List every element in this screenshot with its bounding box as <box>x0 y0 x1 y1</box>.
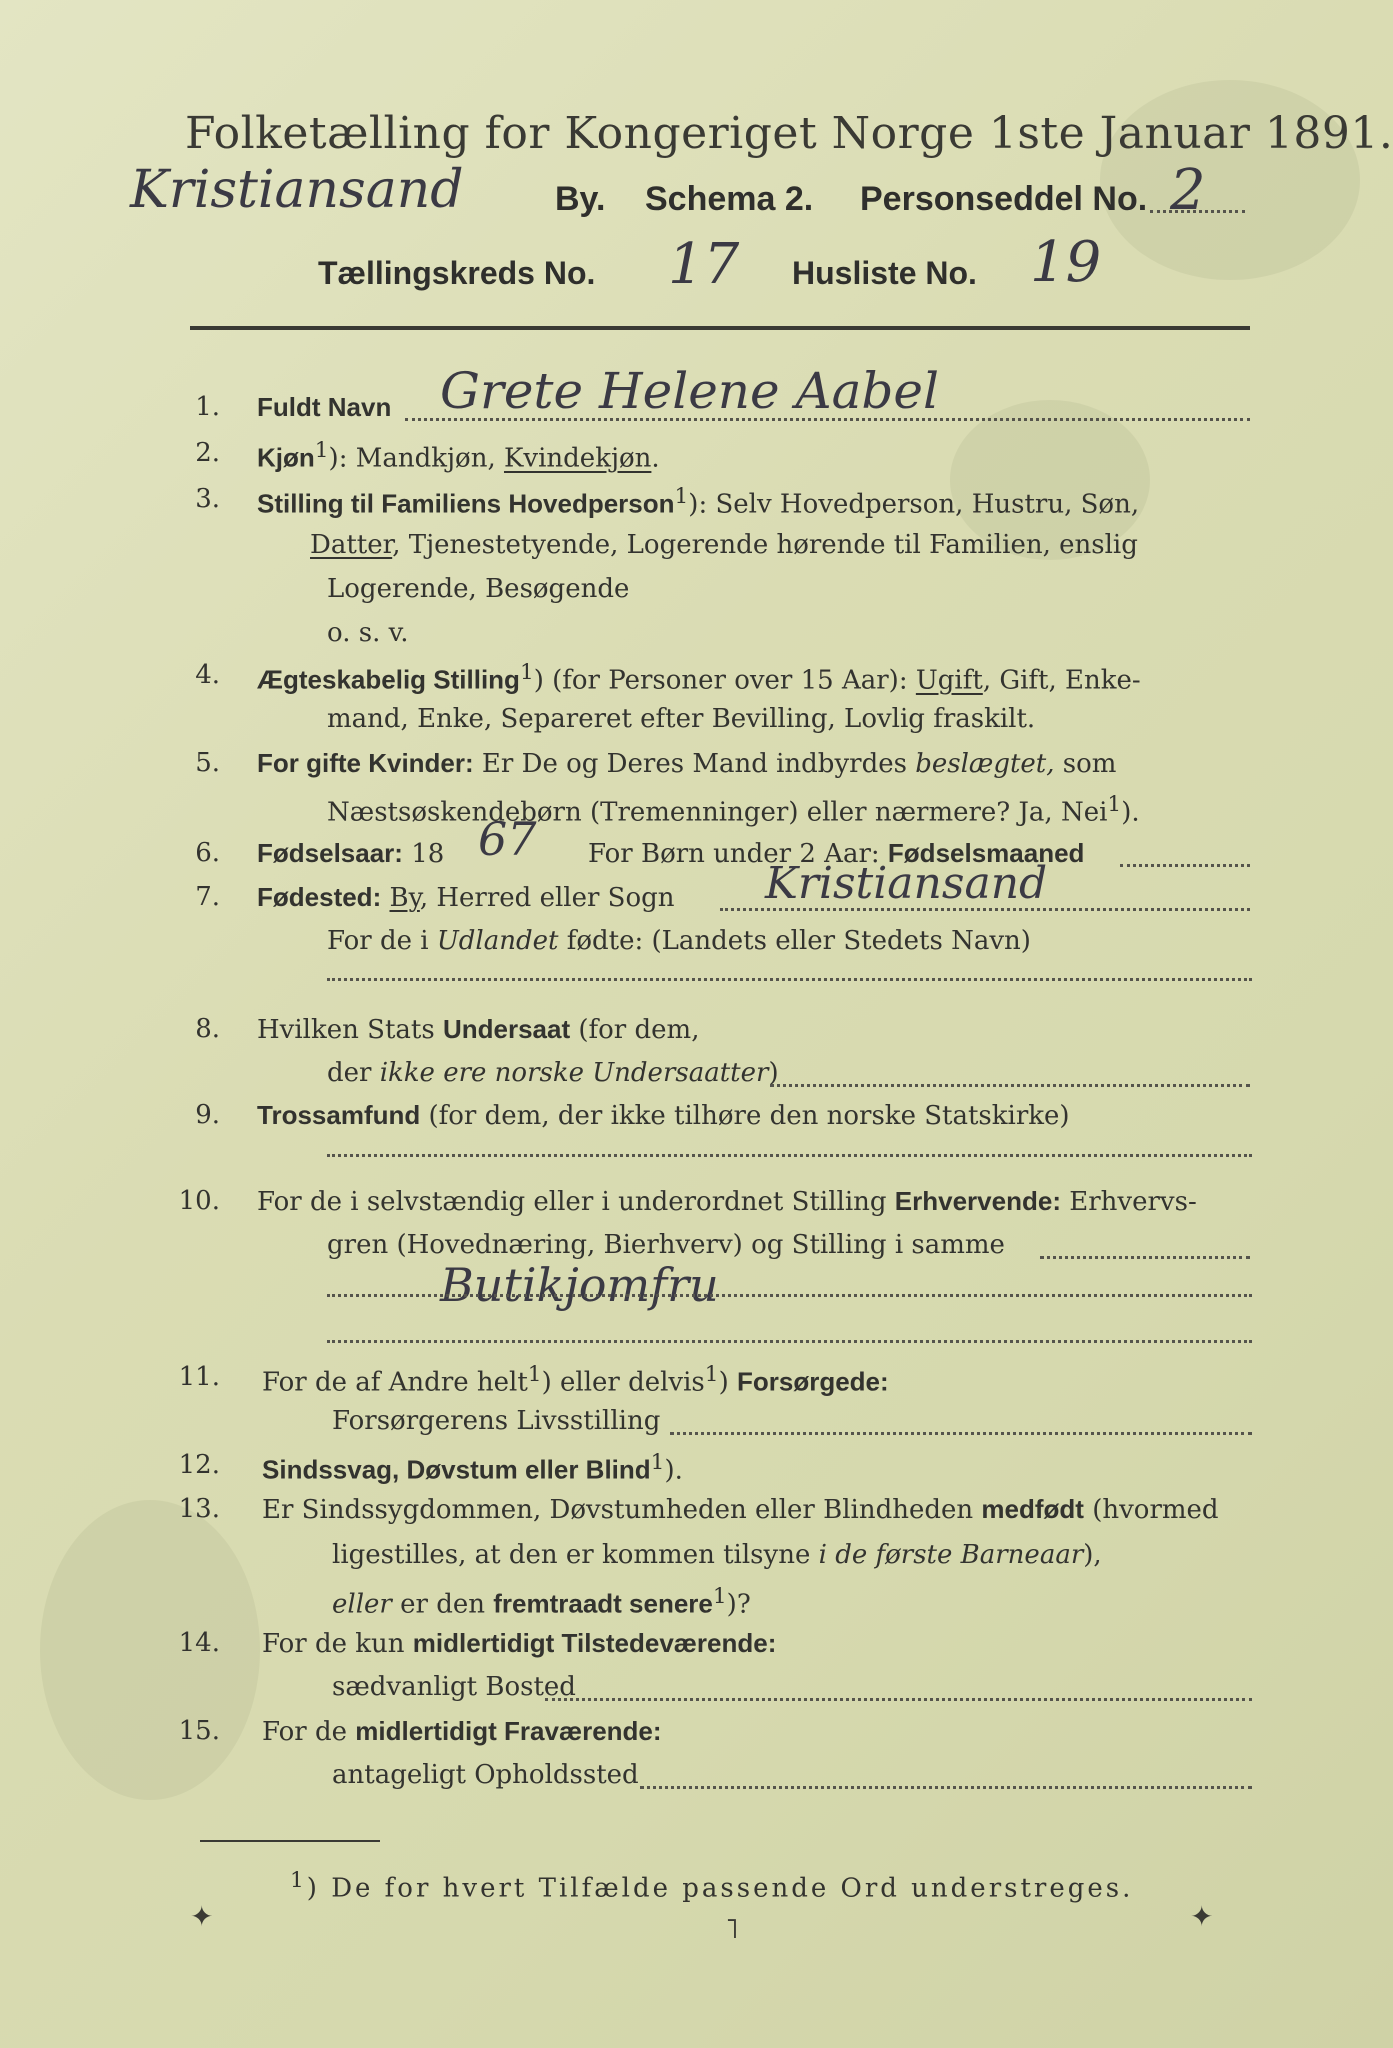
q13-label: medfødt <box>981 1494 1084 1524</box>
footnote-marker: 1 <box>519 660 534 685</box>
q8-text: (for dem, <box>570 1015 700 1045</box>
by-label: By. <box>555 180 606 218</box>
q13-text-italic: eller <box>332 1589 392 1620</box>
q5-label: For gifte Kvinder: <box>257 748 474 778</box>
q4-selected: Ugift <box>915 665 983 696</box>
footnote-marker: 1 <box>314 438 329 463</box>
item-number: 4. <box>195 660 220 690</box>
q13-text: )? <box>726 1589 751 1620</box>
q10-line2: gren (Hovednæring, Bierhverv) og Stilling i samme <box>327 1230 1005 1260</box>
q10-line1 <box>257 1186 1197 1217</box>
q14-text: For de kun <box>262 1629 413 1659</box>
footnote-rule <box>200 1840 380 1842</box>
dotted-line <box>720 908 1250 911</box>
q6-year-prefix: 18 <box>402 839 445 869</box>
item-number: 2. <box>195 438 220 468</box>
footnote-marker: 1 <box>674 484 689 509</box>
q5-line1 <box>257 748 1116 779</box>
q5-text-italic: beslægtet, <box>915 749 1055 779</box>
q3-selected: Datter <box>310 530 393 560</box>
q15-line1 <box>262 1716 662 1747</box>
q7-answer: Kristiansand <box>765 858 1048 909</box>
item-number: 11. <box>178 1362 220 1392</box>
q4-line2: mand, Enke, Separeret efter Bevilling, Lovlig fraskilt. <box>327 704 1036 734</box>
q2-line <box>257 438 660 474</box>
q10-text: Erhvervs- <box>1060 1187 1197 1217</box>
q7-text: , Herred eller Sogn <box>419 883 675 913</box>
q6-year-handwritten: 67 <box>478 812 537 866</box>
q6-label: Fødselsaar: <box>257 838 403 868</box>
dotted-line <box>327 978 1252 981</box>
dotted-line <box>327 1154 1252 1157</box>
item-number: 7. <box>195 882 220 912</box>
item-number: 9. <box>195 1100 220 1130</box>
kreds-label: Tællingskreds No. <box>318 255 596 291</box>
form-title: Folketælling for Kongeriget Norge 1ste Januar 1891. <box>185 108 1393 159</box>
husliste-label: Husliste No. <box>792 255 977 291</box>
footnote-marker: 1 <box>290 1868 307 1893</box>
q8-text: Hvilken Stats <box>257 1015 443 1045</box>
q13-text-italic: i de første Barneaar <box>818 1540 1084 1570</box>
q13-label: fremtraadt senere <box>493 1588 713 1619</box>
footnote-marker: 1 <box>704 1362 719 1387</box>
q11-text: ) <box>718 1367 737 1398</box>
q10-label: Erhvervende: <box>894 1186 1061 1216</box>
schema-label: Schema 2. <box>645 180 814 218</box>
q4-text: ) (for Personer over 15 Aar): <box>533 665 916 696</box>
q2-text: ): Mandkjøn, <box>328 443 504 474</box>
footnote-marker: 1 <box>650 1450 665 1475</box>
q7-line2 <box>327 926 1031 956</box>
footnote-marker: 1 <box>1107 792 1122 817</box>
q10-answer: Butikjomfru <box>440 1258 719 1312</box>
q11-text: For de af Andre helt <box>262 1367 528 1398</box>
item-number: 6. <box>195 838 220 868</box>
q8-line1 <box>257 1014 699 1045</box>
q11-text: ) eller delvis <box>541 1367 705 1398</box>
q15-line2: antageligt Opholdssted <box>332 1760 639 1790</box>
q1-answer: Grete Helene Aabel <box>440 362 939 420</box>
q5-text: ). <box>1121 797 1140 828</box>
item-number: 12. <box>178 1450 220 1480</box>
kreds-value: 17 <box>668 232 740 297</box>
item-number: 13. <box>178 1494 220 1524</box>
q8-label: Undersaat <box>442 1014 571 1044</box>
q2-label: Kjøn <box>257 442 315 473</box>
q4-label: Ægteskabelig Stilling <box>257 664 520 695</box>
q8-line2 <box>327 1058 779 1088</box>
tick-mark: ✦ <box>190 1900 214 1933</box>
q3-line1 <box>257 484 1139 520</box>
item-number: 10. <box>178 1186 220 1216</box>
q2-end: . <box>651 443 660 474</box>
item-number: 3. <box>195 484 220 514</box>
personseddel-label: Personseddel No. <box>860 180 1148 218</box>
q7-text: fødte: (Landets eller Stedets Navn) <box>558 926 1031 956</box>
q8-text: der <box>327 1058 380 1088</box>
q9-line <box>257 1100 1070 1131</box>
footnote-marker: 1 <box>712 1584 727 1609</box>
city-handwritten: Kristiansand <box>130 160 464 220</box>
q1-label: Fuldt Navn <box>257 392 392 422</box>
header-rule <box>190 326 1250 330</box>
q3-text: ): Selv Hovedperson, Hustru, Søn, <box>688 489 1140 520</box>
q15-label: midlertidigt Fraværende: <box>355 1716 662 1746</box>
item-number: 1. <box>195 392 220 422</box>
dotted-line <box>327 1294 1252 1297</box>
q7-text: For de i <box>327 926 437 956</box>
q7-selected: By <box>389 883 420 913</box>
footnote-text: ) De for hvert Tilfælde passende Ord understreges. <box>306 1873 1134 1904</box>
q6-line <box>257 838 444 869</box>
q3-line2 <box>310 530 1138 560</box>
q13-line3 <box>332 1584 751 1620</box>
dotted-line <box>770 1084 1250 1087</box>
q5-line2 <box>327 792 1140 828</box>
q2-selected: Kvindekjøn <box>503 443 652 474</box>
personseddel-value: 2 <box>1170 158 1206 223</box>
q13-text: Er Sindssygdommen, Døvstumheden eller Blindheden <box>262 1495 982 1525</box>
item-number: 15. <box>178 1716 220 1746</box>
q11-line1 <box>262 1362 889 1398</box>
q4-line1 <box>257 660 1141 696</box>
husliste-value: 19 <box>1030 230 1102 295</box>
item-number: 8. <box>195 1014 220 1044</box>
dotted-line <box>640 1786 1252 1789</box>
q3-label: Stilling til Familiens Hovedperson <box>257 488 675 519</box>
q6-text: For Børn under 2 Aar: <box>588 839 888 869</box>
q12-line <box>262 1450 683 1486</box>
q3-text: , Tjenestetyende, Logerende hørende til Familien, enslig <box>392 530 1138 560</box>
q7-text-italic: Udlandet <box>436 926 559 956</box>
dotted-line <box>1040 1256 1250 1259</box>
q13-text: ligestilles, at den er kommen tilsyne <box>332 1540 819 1570</box>
q12-label: Sindssvag, Døvstum eller Blind <box>262 1454 651 1485</box>
q6-month-label: Fødselsmaaned <box>887 838 1085 868</box>
footnote <box>290 1868 1133 1904</box>
q13-line2 <box>332 1540 1102 1570</box>
q5-text: Næstsøskendebørn (Tremenninger) eller nærmere? Ja, Nei <box>327 797 1108 828</box>
q15-text: For de <box>262 1717 356 1747</box>
dotted-line <box>1150 210 1245 213</box>
q14-line2: sædvanligt Bosted <box>332 1672 576 1702</box>
q3-line4: o. s. v. <box>327 618 409 648</box>
q7-label: Fødested: <box>257 882 382 912</box>
item-number: 5. <box>195 748 220 778</box>
q9-text: (for dem, der ikke tilhøre den norske Statskirke) <box>420 1101 1070 1131</box>
dotted-line <box>545 1698 1252 1701</box>
q13-text: er den <box>391 1589 494 1620</box>
q7-line1 <box>257 882 675 913</box>
q13-text: (hvormed <box>1083 1495 1219 1525</box>
q8-text-italic: ikke ere norske Undersaatter <box>379 1058 769 1088</box>
footnote-marker: 1 <box>527 1362 542 1387</box>
q4-text: , Gift, Enke- <box>982 665 1141 696</box>
q9-label: Trossamfund <box>257 1100 421 1130</box>
dotted-line <box>670 1432 1252 1435</box>
q14-line1 <box>262 1628 776 1659</box>
tick-mark: ˥ <box>725 1912 739 1945</box>
q10-text: For de i selvstændig eller i underordnet Stilling <box>257 1187 895 1217</box>
q14-label: midlertidigt Tilstedeværende: <box>412 1628 777 1658</box>
q5-text: som <box>1054 749 1117 779</box>
q13-text: ), <box>1083 1540 1102 1570</box>
q8-text: ) <box>768 1058 779 1088</box>
dotted-line <box>1120 864 1250 867</box>
q11-line2: Forsørgerens Livsstilling <box>332 1406 661 1436</box>
q12-text: ). <box>664 1455 683 1486</box>
q11-label: Forsørgede: <box>736 1366 889 1397</box>
dotted-line <box>327 1340 1252 1343</box>
q3-line3: Logerende, Besøgende <box>327 574 630 604</box>
tick-mark: ✦ <box>1190 1900 1214 1933</box>
q5-text: Er De og Deres Mand indbyrdes <box>473 749 916 779</box>
item-number: 14. <box>178 1628 220 1658</box>
paper-stain <box>40 1500 260 1800</box>
dotted-line <box>405 418 1250 421</box>
q13-line1 <box>262 1494 1219 1525</box>
